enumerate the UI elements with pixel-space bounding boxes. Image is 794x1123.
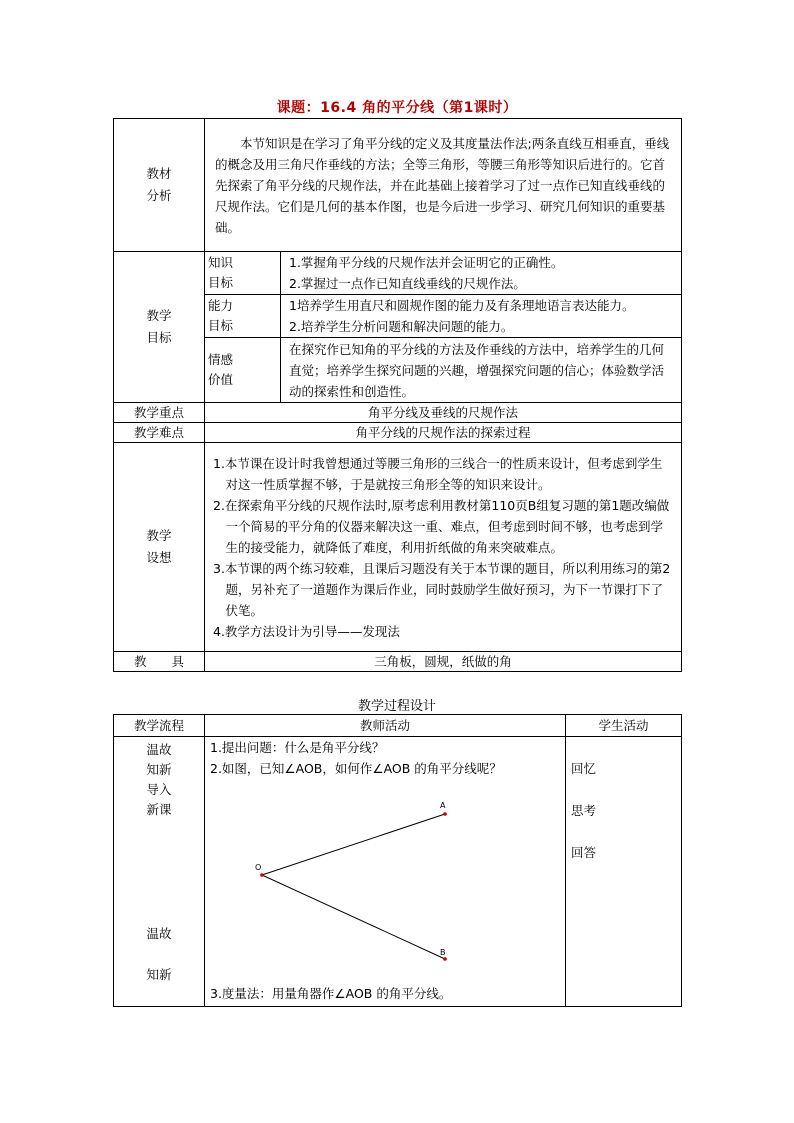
flow-label-2: 知新 xyxy=(146,762,172,777)
emotion-text: 在探究作已知角的平分线的方法及作垂线的方法中，培养学生的几何直觉；培养学生探究问题的兴趣，增强探究问题的信心；体验数学活动的探索性和创造性。 xyxy=(281,338,682,403)
ability-line-2: 2.培养学生分析问题和解决问题的能力。 xyxy=(289,319,514,334)
process-section-title: 教学过程设计 xyxy=(357,699,436,714)
flow-cell xyxy=(114,737,205,1007)
header-student: 学生活动 xyxy=(566,715,682,737)
knowledge-label-line-1: 知识 xyxy=(208,255,234,270)
analysis-text: 本节知识是在学习了角平分线的定义及其度量法作法;两条直线互相垂直，垂线的概念及用三角尺作垂线的方法；全等三角形，等腰三角形等知识后进行的。它首先探索了角平分线的尺规作法，并在此基础上接着学习了过一点作已知直线垂线的尺规作法。它们是几何的基本作图，也是今后进一步学习、研究几何知识的重要基础。 xyxy=(205,119,682,252)
analysis-label xyxy=(114,119,205,252)
design-label-line-1: 教学 xyxy=(146,528,172,543)
design-label-line-2: 设想 xyxy=(146,550,172,565)
key-point-text: 角平分线及垂线的尺规作法 xyxy=(205,403,682,423)
difficulty-label: 教学难点 xyxy=(114,423,205,443)
label-a: A xyxy=(440,801,446,810)
lesson-title: 课题：16.4 角的平分线（第1课时） xyxy=(276,100,518,116)
design-row xyxy=(114,443,682,652)
flow-label-1: 温故 xyxy=(146,742,172,757)
header-teacher: 教师活动 xyxy=(205,715,566,737)
analysis-label-line-1: 教材 xyxy=(146,166,172,181)
process-table xyxy=(113,714,682,1007)
objectives-label-line-1: 教学 xyxy=(146,308,172,323)
ray-oa xyxy=(262,814,445,875)
angle-aob-figure xyxy=(210,779,560,983)
flow-label-6: 知新 xyxy=(146,967,172,982)
teacher-question-1: 1.提出问题：什么是角平分线？ xyxy=(210,740,385,755)
flow-label-3: 导入 xyxy=(146,782,172,797)
objectives-label-line-2: 目标 xyxy=(146,330,172,345)
key-point-label: 教学重点 xyxy=(114,403,205,423)
flow-label-4: 新课 xyxy=(146,802,172,817)
ability-text xyxy=(281,295,682,338)
design-label xyxy=(114,443,205,652)
design-item-1: 1.本节课在设计时我曾想通过等腰三角形的三线合一的性质来设计，但考虑到学生对这一性质掌握不够，于是就按三角形全等的知识来设计。 xyxy=(213,455,663,492)
knowledge-line-2: 2.掌握过一点作已知直线垂线的尺规作法。 xyxy=(289,276,526,291)
teacher-question-3: 3.度量法：用量角器作∠AOB 的角平分线。 xyxy=(210,986,452,1001)
emotion-label-line-2: 价值 xyxy=(208,372,234,387)
knowledge-label xyxy=(205,252,281,295)
student-activity-2: 思考 xyxy=(571,803,597,818)
tools-label: 教 具 xyxy=(114,652,205,672)
student-activity-1: 回忆 xyxy=(571,761,597,776)
design-item-4: 4.教学方法设计为引导——发现法 xyxy=(213,623,400,639)
difficulty-text: 角平分线的尺规作法的探索过程 xyxy=(205,423,682,443)
point-b xyxy=(443,957,447,961)
ability-line-1: 1培养学生用直尺和圆规作图的能力及有条理地语言表达能力。 xyxy=(289,298,635,313)
point-a xyxy=(443,812,447,816)
student-activity-3: 回答 xyxy=(571,845,597,860)
analysis-label-line-2: 分析 xyxy=(146,188,172,203)
key-point-row xyxy=(114,403,682,423)
teacher-cell xyxy=(205,737,566,1007)
process-header-row xyxy=(114,715,682,737)
design-item-2: 2.在探索角平分线的尺规作法时,原考虑利用教材第110页B组复习题的第1题改编做一个简易的平分角的仪器来解决这一重、难点，但考虑到时间不够，也考虑到学生的接受能力，就降低了难度，利用折纸做的角来突破难点。 xyxy=(213,497,670,555)
knowledge-label-line-2: 目标 xyxy=(208,275,234,290)
label-o: O xyxy=(255,863,262,872)
ability-label-line-1: 能力 xyxy=(208,298,234,313)
flow-label-5: 温故 xyxy=(146,926,172,941)
ability-label-line-2: 目标 xyxy=(208,318,234,333)
teacher-question-2: 2.如图，已知∠AOB，如何作∠AOB 的角平分线呢？ xyxy=(210,761,502,776)
tools-row xyxy=(114,652,682,672)
header-flow: 教学流程 xyxy=(114,715,205,737)
analysis-row xyxy=(114,119,682,252)
difficulty-row xyxy=(114,423,682,443)
objectives-label xyxy=(114,252,205,403)
process-row xyxy=(114,737,682,1007)
ray-ob xyxy=(262,875,445,959)
tools-text: 三角板，圆规，纸做的角 xyxy=(205,652,682,672)
emotion-label-line-1: 情感 xyxy=(208,352,234,367)
label-b: B xyxy=(440,948,446,957)
design-text xyxy=(205,443,682,652)
knowledge-line-1: 1.掌握角平分线的尺规作法并会证明它的正确性。 xyxy=(289,255,564,270)
emotion-label xyxy=(205,338,281,403)
lesson-plan-table xyxy=(113,118,682,672)
knowledge-text xyxy=(281,252,682,295)
design-item-3: 3.本节课的两个练习较难，且课后习题没有关于本节课的题目，所以利用练习的第2题，另补充了一道题作为课后作业，同时鼓励学生做好预习，为下一节课打下了伏笔。 xyxy=(213,560,671,618)
ability-label xyxy=(205,295,281,338)
knowledge-row xyxy=(114,252,682,295)
point-o xyxy=(260,873,264,877)
student-cell xyxy=(566,737,682,1007)
